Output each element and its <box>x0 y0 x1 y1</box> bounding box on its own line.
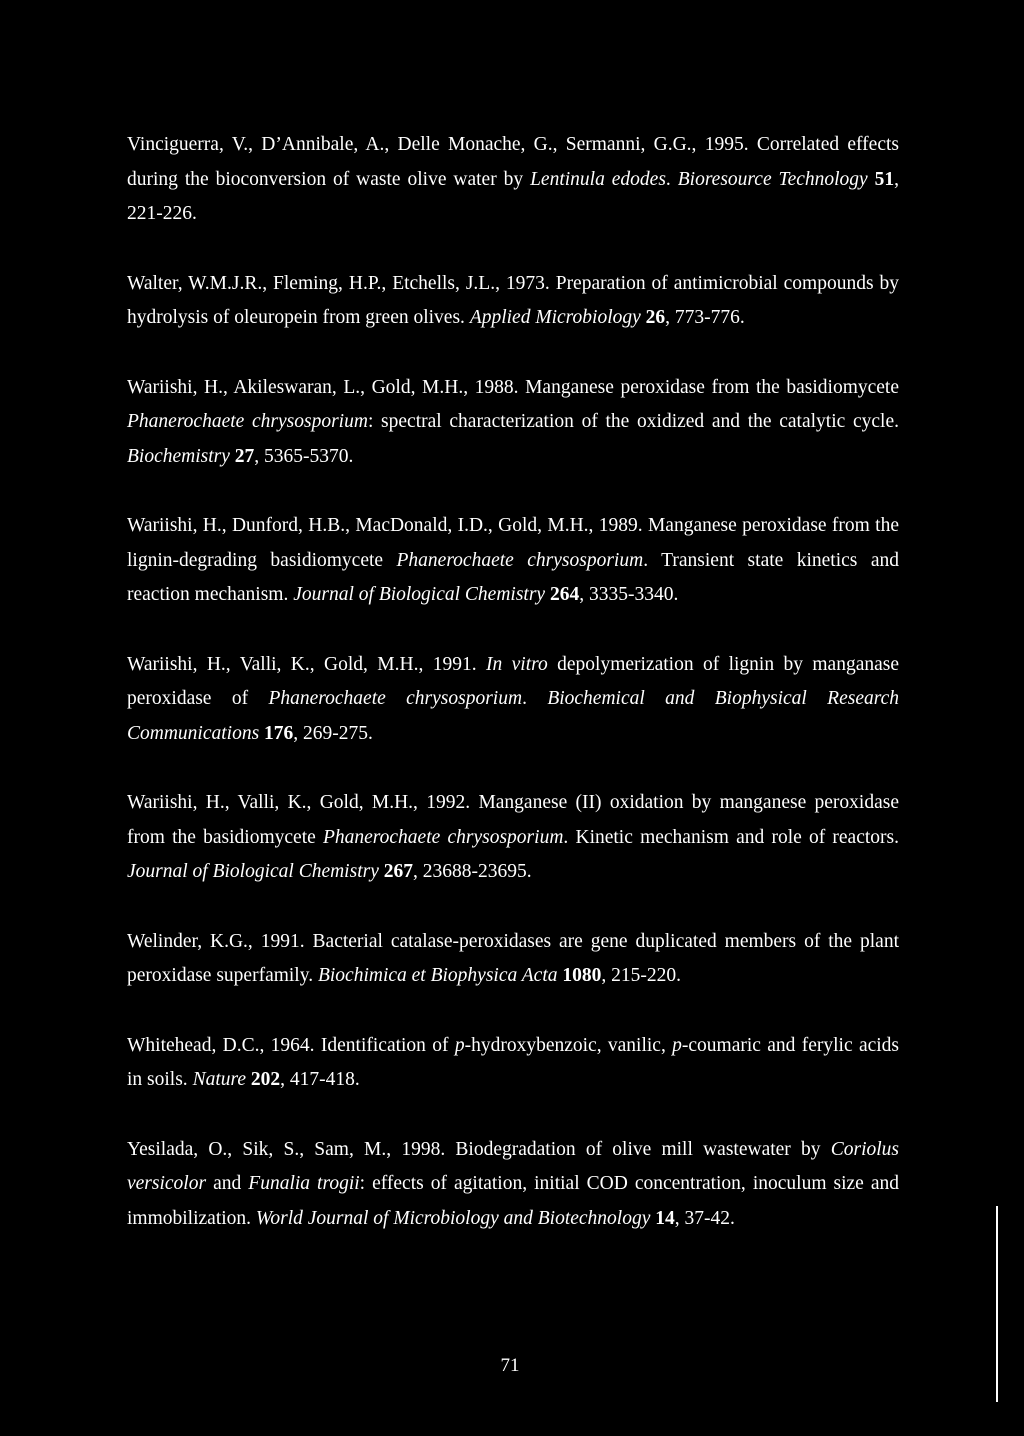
ref-pages: , 23688-23695. <box>412 861 532 882</box>
ref-title-end: : effects of agitation, initial COD concentration, inoculum size and immobilization. <box>127 1173 899 1229</box>
ref-volume: 176 <box>264 722 294 744</box>
reference-entry <box>127 786 899 890</box>
ref-organism: Phanerochaete chrysosporium <box>322 826 564 848</box>
ref-authors: Wariishi, H., Valli, K., Gold, M.H., 1992. <box>127 792 479 813</box>
ref-title: Biodegradation of olive mill wastewater by <box>455 1138 831 1160</box>
reference-entry <box>127 1029 899 1098</box>
ref-title-end: . <box>522 688 548 709</box>
ref-pages: , 269-275. <box>293 722 373 744</box>
ref-pages: , 215-220. <box>601 965 682 986</box>
ref-organism: Phanerochaete chrysosporium <box>127 411 368 432</box>
ref-journal: Nature <box>192 1069 247 1090</box>
ref-title: -hydroxybenzoic, vanilic, <box>464 1034 673 1056</box>
ref-title-end: : spectral characterization of the oxidized and the catalytic cycle. <box>367 411 899 432</box>
ref-para-prefix: p <box>672 1034 682 1056</box>
ref-authors: Whitehead, D.C., 1964. <box>127 1034 321 1056</box>
ref-volume: 26 <box>645 307 666 328</box>
ref-authors: Walter, W.M.J.R., Fleming, H.P., Etchells, J.L., 1973. <box>127 272 556 294</box>
ref-title: -coumaric and ferylic acids in soils. <box>127 1034 900 1090</box>
ref-pages: , 221-226. <box>127 168 900 224</box>
ref-organism: Funalia trogii <box>248 1173 360 1194</box>
ref-title: Manganese peroxidase from the basidiomycete <box>525 376 899 398</box>
ref-volume: 27 <box>234 445 255 467</box>
ref-title-end: . Transient state kinetics and reaction mechanism. <box>127 549 899 605</box>
ref-title-italic: In vitro <box>485 653 548 675</box>
ref-title: Bacterial catalase-peroxidases are gene duplicated members of the plant peroxidase superfamily. <box>127 930 899 986</box>
ref-volume: 202 <box>250 1069 281 1090</box>
ref-title: depolymerization of lignin by manganase peroxidase of <box>127 653 899 709</box>
ref-organism: Coriolus versicolor <box>127 1138 899 1194</box>
ref-authors: Wariishi, H., Valli, K., Gold, M.H., 1991. <box>127 653 486 675</box>
ref-authors: Wariishi, H., Dunford, H.B., MacDonald, I.D., Gold, M.H., 1989. <box>127 515 648 536</box>
ref-journal: World Journal of Microbiology and Biotechnology <box>255 1207 651 1229</box>
ref-authors: Vinciguerra, V., D’Annibale, A., Delle Monache, G., Sermanni, G.G., 1995. <box>127 134 757 155</box>
ref-journal: Journal of Biological Chemistry <box>293 584 546 605</box>
ref-pages: , 37-42. <box>674 1207 735 1229</box>
reference-entry <box>127 925 899 994</box>
ref-journal: Applied Microbiology <box>469 307 641 328</box>
ref-journal: Biochimica et Biophysica Acta <box>317 965 558 986</box>
ref-title: Preparation of antimicrobial compounds by hydrolysis of oleuropein from green olives. <box>127 272 899 328</box>
ref-pages: , 5365-5370. <box>254 445 354 467</box>
reference-entry <box>127 267 899 336</box>
ref-pages: , 773-776. <box>665 307 745 328</box>
ref-volume: 264 <box>549 584 580 605</box>
ref-title: Manganese (II) oxidation by manganese peroxidase from the basidiomycete <box>127 792 899 848</box>
ref-volume: 51 <box>874 168 895 190</box>
ref-title-mid: and <box>206 1173 249 1194</box>
reference-list <box>127 128 899 1236</box>
ref-para-prefix: p <box>454 1034 465 1056</box>
ref-title-end: . <box>665 168 678 190</box>
ref-title: Correlated effects during the bioconversion of waste olive water by <box>127 134 899 190</box>
ref-authors: Wariishi, H., Akileswaran, L., Gold, M.H., 1988. <box>127 376 526 398</box>
page-number: 71 <box>500 1355 520 1376</box>
reference-entry <box>127 128 899 232</box>
ref-title-end: . Kinetic mechanism and role of reactors. <box>563 826 899 848</box>
ref-journal: Biochemical and Biophysical Research Communications <box>127 688 900 744</box>
ref-pages: , 417-418. <box>280 1069 360 1090</box>
reference-entry <box>127 509 899 613</box>
ref-authors: Welinder, K.G., 1991. <box>127 930 313 952</box>
reference-entry <box>127 371 899 475</box>
ref-journal: Bioresource Technology <box>677 168 868 190</box>
ref-journal: Journal of Biological Chemistry <box>127 861 379 882</box>
ref-organism: Phanerochaete chrysosporium <box>268 688 523 709</box>
ref-journal: Biochemistry <box>127 445 230 467</box>
ref-organism: Phanerochaete chrysosporium <box>396 549 644 571</box>
ref-authors: Yesilada, O., Sik, S., Sam, M., 1998. <box>127 1138 456 1160</box>
ref-volume: 1080 <box>562 965 602 986</box>
ref-organism: Lentinula edodes <box>530 168 666 190</box>
ref-title: Manganese peroxidase from the lignin-degrading basidiomycete <box>127 515 899 571</box>
ref-volume: 267 <box>383 861 413 882</box>
margin-rule <box>996 1206 998 1402</box>
ref-volume: 14 <box>655 1207 675 1229</box>
ref-title: Identification of <box>320 1034 455 1056</box>
reference-entry <box>127 648 899 752</box>
ref-pages: , 3335-3340. <box>579 584 679 605</box>
reference-entry <box>127 1133 899 1237</box>
